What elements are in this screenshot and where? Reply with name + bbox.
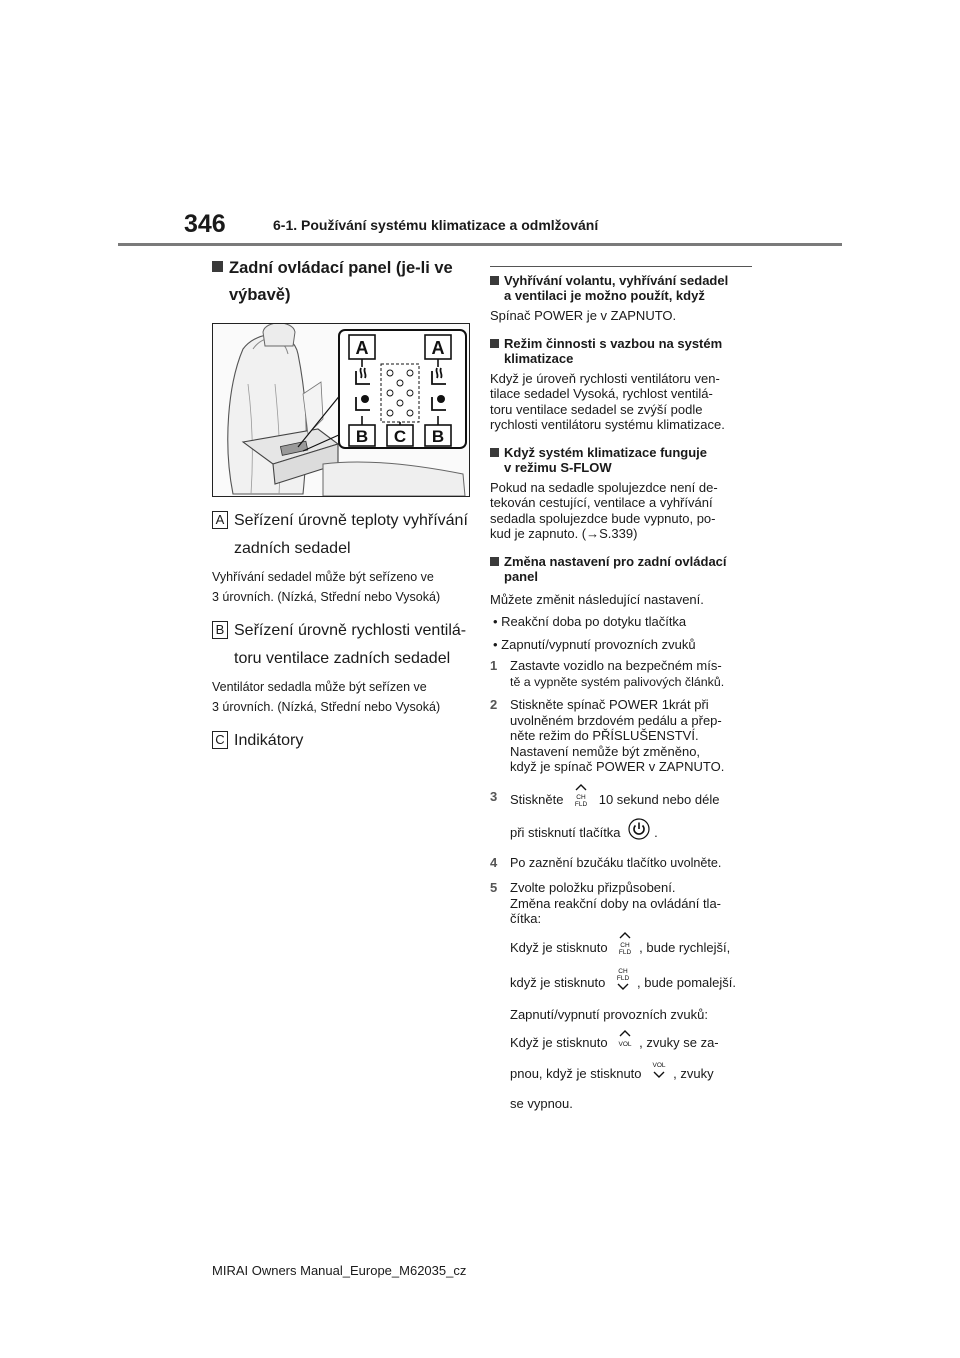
letter-box-c: C <box>212 731 228 749</box>
letter-box-a: A <box>212 511 228 529</box>
step-text: Stiskněte <box>510 791 564 807</box>
step-1 <box>490 658 758 690</box>
ch-fld-up-icon <box>571 783 591 818</box>
step-3 <box>490 783 758 849</box>
icon-label: VOL <box>652 1061 666 1069</box>
sub-line: se vypnou. <box>510 1095 573 1111</box>
section-title: 6-1. Používání systému klimatizace a odmlžování <box>273 217 599 233</box>
step-line: Zastavte vozidlo na bezpečném mís- <box>510 658 722 673</box>
letter-box-b: B <box>212 621 228 639</box>
item-title-line: Indikátory <box>234 732 304 749</box>
sub-text: Když je stisknuto <box>510 939 608 955</box>
page-number: 346 <box>184 210 226 238</box>
heading-line: výbavě) <box>229 286 291 304</box>
section-rule <box>490 266 752 267</box>
subheading-line: Když systém klimatizace funguje <box>504 444 708 460</box>
sub-line <box>490 931 758 966</box>
icon-label: FLD <box>616 974 630 982</box>
section-square-icon <box>490 339 499 348</box>
subheading-line: a ventilaci je možno použít, když <box>504 288 705 303</box>
subheading-settings <box>490 554 758 584</box>
main-heading <box>212 255 470 309</box>
sub-text: , zvuky <box>673 1065 714 1081</box>
step-line: Nastavení nemůže být změněno, <box>510 743 701 759</box>
item-a <box>212 507 470 607</box>
sub-text: , bude rychlejší, <box>639 939 731 955</box>
icon-label: CH <box>620 941 630 949</box>
paragraph-line: toru ventilace sedadel se zvýší podle <box>490 401 703 417</box>
item-title-line: Seřízení úrovně teploty vyhřívání <box>234 512 468 529</box>
step-2 <box>490 697 758 775</box>
paragraph-line: tilace sedadel Vysoká, rychlost ventilá- <box>490 386 713 401</box>
subheading-line: panel <box>504 568 538 584</box>
bullet-item: • Zapnutí/vypnutí provozních zvuků <box>493 637 696 652</box>
step-4 <box>490 855 758 872</box>
step-line: Stiskněte spínač POWER 1krát při <box>510 697 709 712</box>
item-title <box>212 617 470 673</box>
step-line <box>510 783 758 818</box>
section-square-icon <box>490 448 499 457</box>
step-5 <box>490 880 758 927</box>
sub-line <box>490 1028 758 1059</box>
item-text-line: 3 úrovních. (Nízká, Střední nebo Vysoká) <box>212 590 441 604</box>
paragraph-line: Pokud na sedadle spolujezdce není de- <box>490 479 718 495</box>
icon-label: CH <box>618 967 628 975</box>
paragraph <box>490 480 758 542</box>
right-column <box>490 270 758 1117</box>
rear-seat-illustration <box>213 324 470 497</box>
figure-label-a-right: A <box>431 338 445 358</box>
step-line: něte režim do PŘÍSLUŠENSTVÍ. <box>510 728 699 743</box>
paragraph-line: Když je úroveň rychlosti ventilátoru ven- <box>490 370 720 386</box>
figure-label-c: C <box>393 427 407 446</box>
header-rule <box>118 243 842 246</box>
step-number: 5 <box>490 880 498 895</box>
item-text <box>212 677 470 717</box>
paragraph-line: kud je zapnuto. (→S.339) <box>490 526 638 541</box>
step-line: Po zaznění bzučáku tlačítko uvolněte. <box>510 855 722 870</box>
step-number: 4 <box>490 854 498 870</box>
subheading-line: klimatizace <box>504 350 574 366</box>
sub-line: Zapnutí/vypnutí provozních zvuků: <box>510 1006 708 1022</box>
ch-fld-up-icon <box>615 931 635 966</box>
item-title <box>212 507 470 563</box>
step-text: . <box>654 824 658 840</box>
item-title-line: toru ventilace zadních sedadel <box>234 650 451 667</box>
item-b <box>212 617 470 717</box>
paragraph <box>490 371 758 433</box>
subheading-linked-mode <box>490 336 758 366</box>
step-line: čítka: <box>510 911 542 926</box>
sub-text: Když je stisknuto <box>510 1034 608 1050</box>
item-text-line: 3 úrovních. (Nízká, Střední nebo Vysoká) <box>212 700 441 714</box>
section-square-icon <box>490 557 499 566</box>
step-number: 3 <box>490 788 498 804</box>
vol-down-icon <box>649 1059 669 1090</box>
icon-label: FLD <box>619 948 632 956</box>
step-line: uvolněném brzdovém pedálu a přep- <box>510 712 722 728</box>
icon-label: CH <box>576 793 586 801</box>
item-title-line: zadních sedadel <box>234 540 351 557</box>
sub-text: , zvuky se za- <box>639 1034 719 1050</box>
item-text-line: Ventilátor sedadla může být seřízen ve <box>212 680 427 694</box>
figure-label-b: B <box>355 427 369 446</box>
subheading-line: v režimu S-FLOW <box>504 459 612 475</box>
step-number: 1 <box>490 658 498 673</box>
item-text-line: Vyhřívání sedadel může být seřízeno ve <box>212 570 434 584</box>
step-line: když je spínač POWER v ZAPNUTO. <box>510 759 725 774</box>
sub-line <box>490 1059 758 1090</box>
section-square-icon <box>490 276 499 285</box>
icon-label: FLD <box>574 800 588 808</box>
paragraph: Spínač POWER je v ZAPNUTO. <box>490 308 677 323</box>
item-title <box>212 727 470 755</box>
rear-control-panel-figure <box>212 323 470 497</box>
figure-label-b-right: B <box>431 427 445 446</box>
section-square-icon <box>212 261 223 272</box>
subheading-line: Vyhřívání volantu, vyhřívání sedadel <box>504 273 729 288</box>
sub-text: když je stisknuto <box>510 974 606 990</box>
item-c <box>212 727 470 755</box>
sub-text: , bude pomalejší. <box>637 974 737 990</box>
power-icon <box>628 818 650 849</box>
step-line: Změna reakční doby na ovládání tla- <box>510 895 722 911</box>
subheading-s-flow <box>490 445 758 475</box>
sub-text: pnou, když je stisknuto <box>510 1065 642 1081</box>
subheading-line: Režim činnosti s vazbou na systém <box>504 335 723 351</box>
ch-fld-down-icon <box>613 966 633 1001</box>
paragraph-line: tekován cestující, ventilace a vyhřívání <box>490 495 713 510</box>
item-title-line: Seřízení úrovně rychlosti ventilá- <box>234 622 467 639</box>
heading-line: Zadní ovládací panel (je-li ve <box>229 259 453 277</box>
bullet-item: • Reakční doba po dotyku tlačítka <box>493 614 687 629</box>
vol-up-icon <box>615 1028 635 1059</box>
step-line <box>510 818 758 849</box>
icon-label: VOL <box>618 1040 632 1048</box>
footer-text: MIRAI Owners Manual_Europe_M62035_cz <box>212 1263 467 1278</box>
step-line: Zvolte položku přizpůsobení. <box>510 880 676 895</box>
step-text: 10 sekund nebo déle <box>598 791 720 807</box>
left-column <box>212 255 470 755</box>
sub-line <box>490 966 758 1001</box>
paragraph-line: rychlosti ventilátoru systému klimatizace. <box>490 417 725 432</box>
subheading-line: Změna nastavení pro zadní ovládací <box>504 553 727 569</box>
step-number: 2 <box>490 697 498 712</box>
paragraph: Můžete změnit následující nastavení. <box>490 591 704 607</box>
paragraph-line: sedadla spolujezdce bude vypnuto, po- <box>490 510 716 526</box>
item-text <box>212 567 470 607</box>
figure-label-a: A <box>355 338 369 358</box>
subheading-power <box>490 273 758 303</box>
step-text: při stisknutí tlačítka <box>510 824 621 840</box>
step-line: tě a vypněte systém palivových článků. <box>510 674 725 689</box>
